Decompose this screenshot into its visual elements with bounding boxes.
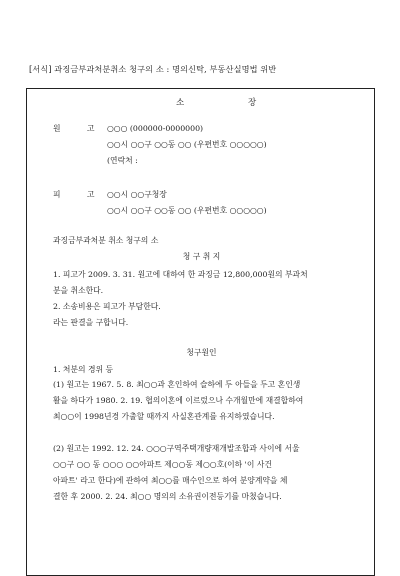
paragraph-line: ○○구 ○○ 동 ○○○ ○○아파트 제○○동 제○○호(이하 '이 사건 (53, 460, 272, 469)
title-char-1: 소 (176, 98, 185, 108)
title-char-2: 장 (248, 98, 257, 108)
case-name: 과징금부과처분 취소 청구의 소 (53, 236, 159, 245)
plaintiff-label-2: 고 (87, 124, 95, 133)
claim-line: 라는 판결을 구합니다. (53, 318, 129, 327)
claim-line: 분을 취소한다. (53, 286, 104, 295)
paragraph-line: 활을 하다가 1980. 2. 19. 협의이혼에 이르렀으나 수개월만에 재결합하여 (53, 396, 304, 405)
claims-block (53, 267, 308, 331)
plaintiff-address: ○○시 ○○구 ○○동 ○○ (우편번호 ○○○○○) (107, 140, 267, 149)
complaint-document (26, 88, 375, 576)
document-caption: [서식] 과징금부과처분취소 청구의 소 : 명의신탁, 부동산실명법 위반 (29, 64, 277, 74)
cause-paragraph-2 (53, 441, 300, 505)
plaintiff-contact: (연락처 : (107, 156, 138, 165)
cause-heading: 청구원인 (186, 348, 217, 357)
cause-section-title: 1. 처분의 경위 등 (53, 365, 114, 374)
claim-heading: 청 구 취 지 (182, 252, 221, 261)
plaintiff-label-1: 원 (53, 124, 61, 133)
claim-line: 1. 피고가 2009. 3. 31. 원고에 대하여 한 과징금 12,800,000원의 부과처 (53, 270, 308, 279)
defendant-name: ○○시 ○○구청장 (107, 190, 167, 199)
paragraph-line: (1) 원고는 1967. 5. 8. 최○○과 혼인하여 슬하에 두 아들을 두고 혼인생 (53, 380, 301, 389)
defendant-label-2: 고 (87, 190, 95, 199)
plaintiff-name: ○○○ (000000-0000000) (107, 124, 204, 133)
paragraph-line: 결한 후 2000. 2. 24. 최○○ 명의의 소유권이전등기를 마쳤습니다. (53, 492, 282, 501)
paragraph-line: 아파트' 라고 한다)에 관하여 최○○를 매수인으로 하여 분양계약을 체 (53, 476, 288, 485)
paragraph-line: (2) 원고는 1992. 12. 24. ○○○구역주택개량재개발조합과 사이에 서울 (53, 444, 300, 453)
paragraph-line: 최○○이 1998년경 가출할 때까지 사실혼관계를 유지하였습니다. (53, 412, 275, 421)
claim-line: 2. 소송비용은 피고가 부담한다. (53, 302, 161, 311)
defendant-label-1: 피 (53, 190, 61, 199)
cause-paragraph-1 (53, 377, 303, 425)
defendant-address: ○○시 ○○구 ○○동 ○○ (우편번호 ○○○○○) (107, 206, 267, 215)
